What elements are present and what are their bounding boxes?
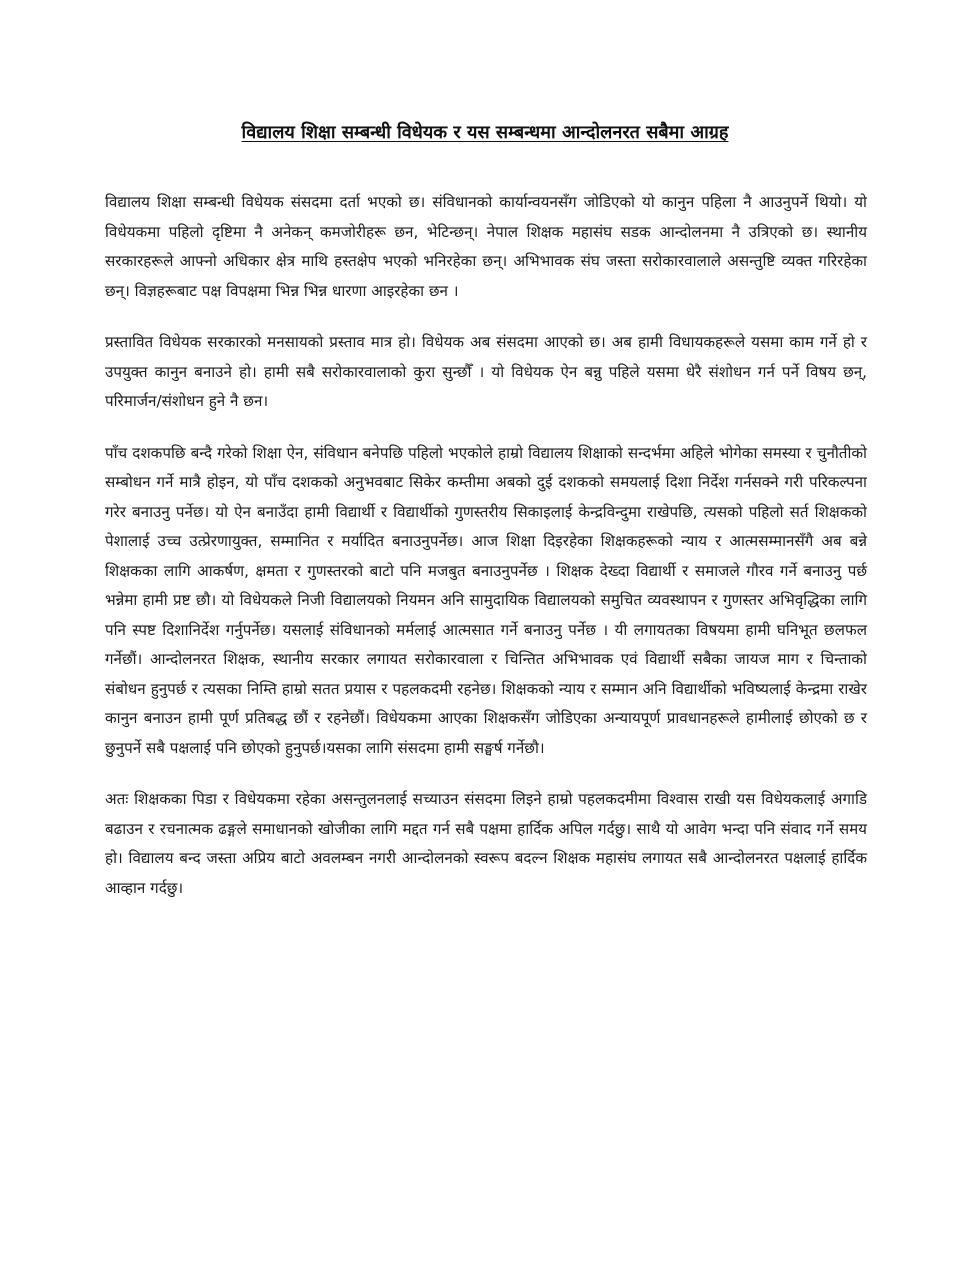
document-title: विद्यालय शिक्षा सम्बन्धी विधेयक र यस सम्बन्धमा आन्दोलनरत सबैमा आग्रह [241,122,729,144]
paragraph-1: विद्यालय शिक्षा सम्बन्धी विधेयक संसदमा दर्ता भएको छ। संविधानको कार्यान्वयनसँग जोडिएको यो कानुन पहिला नै आउनुपर्ने थियो। यो विधेयकमा पहिलो दृष्टिमा नै अनेकन् कमजोरीहरू छन, भेटिन्छन्। नेपाल शिक्षक महासंघ सडक आन्दोलनमा नै उत्रिएको छ। स्थानीय सरकारहरूले आफ्नो अधिकार क्षेत्र माथि हस्तक्षेप भएको भनिरहेका छन्। अभिभावक संघ जस्ता सरोकारवालाले असन्तुष्टि व्यक्त गरिरहेका छन्। विज्ञहरूबाट पक्ष विपक्षमा भिन्न भिन्न धारणा आइरहेका छन । [105,193,867,300]
paragraph-2: प्रस्तावित विधेयक सरकारको मनसायको प्रस्ताव मात्र हो। विधेयक अब संसदमा आएको छ। अब हामी विधायकहरूले यसमा काम गर्ने हो र उपयुक्त कानुन बनाउने हो। हामी सबै सरोकारवालाको कुरा सुन्छौँ । यो विधेयक ऐन बन्नु पहिले यसमा धेरै संशोधन गर्न पर्ने विषय छन्, परिमार्जन/संशोधन हुने नै छन। [105,333,867,410]
paragraph-4: अतः शिक्षकका पिडा र विधेयकमा रहेका असन्तुलनलाई सच्याउन संसदमा लिइने हाम्रो पहलकदमीमा विश्वास राखी यस विधेयकलाई अगाडि बढाउन र रचनात्मक ढङ्गले समाधानको खोजीका लागि मद्दत गर्न सबै पक्षमा हार्दिक अपिल गर्दछु। साथै यो आवेग भन्दा पनि संवाद गर्ने समय हो। विद्यालय बन्द जस्ता अप्रिय बाटो अवलम्बन नगरी आन्दोलनको स्वरूप बदल्न शिक्षक महासंघ लगायत सबै आन्दोलनरत पक्षलाई हार्दिक आव्हान गर्दछु। [105,790,867,897]
paragraph-3: पाँच दशकपछि बन्दै गरेको शिक्षा ऐन, संविधान बनेपछि पहिलो भएकोले हाम्रो विद्यालय शिक्षाको सन्दर्भमा अहिले भोगेका समस्या र चुनौतीको सम्बोधन गर्ने मात्रै होइन, यो पाँच दशकको अनुभवबाट सिकेर कम्तीमा अबको दुई दशकको समयलाई दिशा निर्देश गर्नसक्ने गरी परिकल्पना गरेर बनाउनु पर्नेछ। यो ऐन बनाउँदा हामी विद्यार्थी र विद्यार्थीको गुणस्तरीय सिकाइलाई केन्द्रविन्दुमा राखेपछि, त्यसको पहिलो सर्त शिक्षकको पेशालाई उच्च उत्प्रेरणायुक्त, सम्मानित र मर्यादित बनाउनुपर्नेछ। आज शिक्षा दिइरहेका शिक्षकहरूको न्याय र आत्मसम्मानसँगै अब बन्ने शिक्षकका लागि आकर्षण, क्षमता र गुणस्तरको बाटो पनि मजबुत बनाउनुपर्नेछ । शिक्षक देख्दा विद्यार्थी र समाजले गौरव गर्ने बनाउनु पर्छ भन्नेमा हामी प्रष्ट छौ। यो विधेयकले निजी विद्यालयको नियमन अनि सामुदायिक विद्यालयको समुचित व्यवस्थापन र गुणस्तर अभिवृद्धिका लागि पनि स्पष्ट दिशानिर्देश गर्नुपर्नेछ। यसलाई संविधानको मर्मलाई आत्मसात गर्ने बनाउनु पर्नेछ । यी लगायतका विषयमा हामी घनिभूत छलफल गर्नेछौं। आन्दोलनरत शिक्षक, स्थानीय सरकार लगायत सरोकारवाला र चिन्तित अभिभावक एवं विद्यार्थी सबैका जायज माग र चिन्ताको संबोधन हुनुपर्छ र त्यसका निम्ति हाम्रो सतत प्रयास र पहलकदमी रहनेछ। शिक्षकको न्याय र सम्मान अनि विद्यार्थीको भविष्यलाई केन्द्रमा राखेर कानुन बनाउन हामी पूर्ण प्रतिबद्ध छौं र रहनेछौं। विधेयकमा आएका शिक्षकसँग जोडिएका अन्यायपूर्ण प्रावधानहरूले हामीलाई छोएको छ र छुनुपर्ने सबै पक्षलाई पनि छोएको हुनुपर्छ।यसका लागि संसदमा हामी सङ्घर्ष गर्नेछौ। [105,443,867,757]
document-body [105,188,867,925]
